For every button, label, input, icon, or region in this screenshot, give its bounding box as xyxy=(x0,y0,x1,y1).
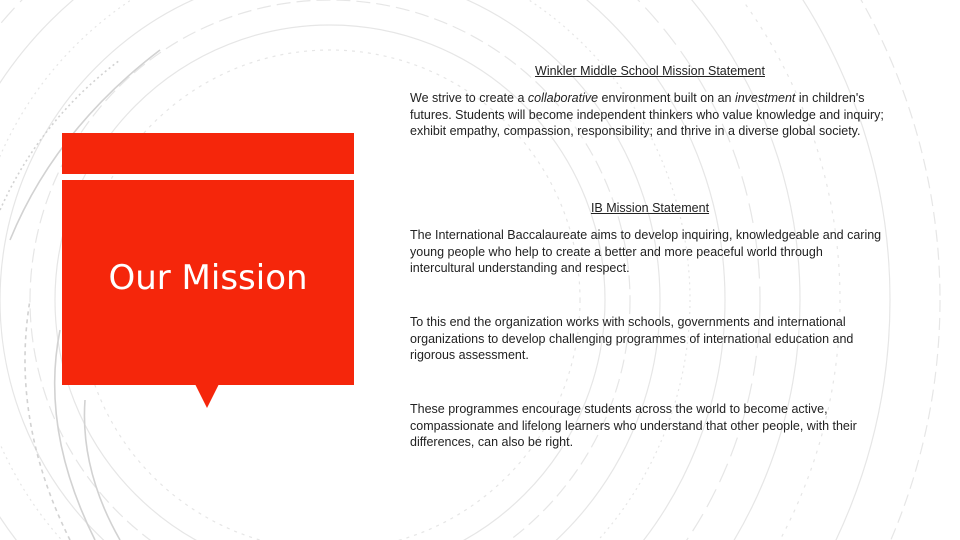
ib-mission-paragraph: To this end the organization works with schools, governments and international organizations to develop challenging programmes of international education and rigorous assessment. xyxy=(410,315,854,363)
winkler-text-part: We strive to create a xyxy=(410,91,528,105)
emphasis-investment: investment xyxy=(734,91,796,105)
winkler-text-part: environment built on an xyxy=(598,91,735,105)
page-title: Our Mission xyxy=(108,258,308,298)
emphasis-collaborative: collaborative xyxy=(527,91,599,105)
winkler-mission-heading: Winkler Middle School Mission Statement xyxy=(535,64,765,78)
ib-mission-paragraph: The International Baccalaureate aims to develop inquiring, knowledgeable and caring young people who help to create a better and more peaceful world through intercultural understanding and respect. xyxy=(410,228,882,276)
ib-mission-paragraph: These programmes encourage students across the world to become active, compassionate and lifelong learners who understand that other people, with their differences, can also be right. xyxy=(410,402,857,450)
accent-bar xyxy=(62,133,354,174)
winkler-text-part: in children's futures. Students will become independent thinkers who value knowledge and inquiry; exhibit empathy, compassion, responsibility; and thrive in a diverse global society. xyxy=(410,91,884,139)
ib-mission-heading: IB Mission Statement xyxy=(590,201,710,215)
panel-pointer xyxy=(195,384,219,408)
winkler-mission-text xyxy=(410,90,890,140)
